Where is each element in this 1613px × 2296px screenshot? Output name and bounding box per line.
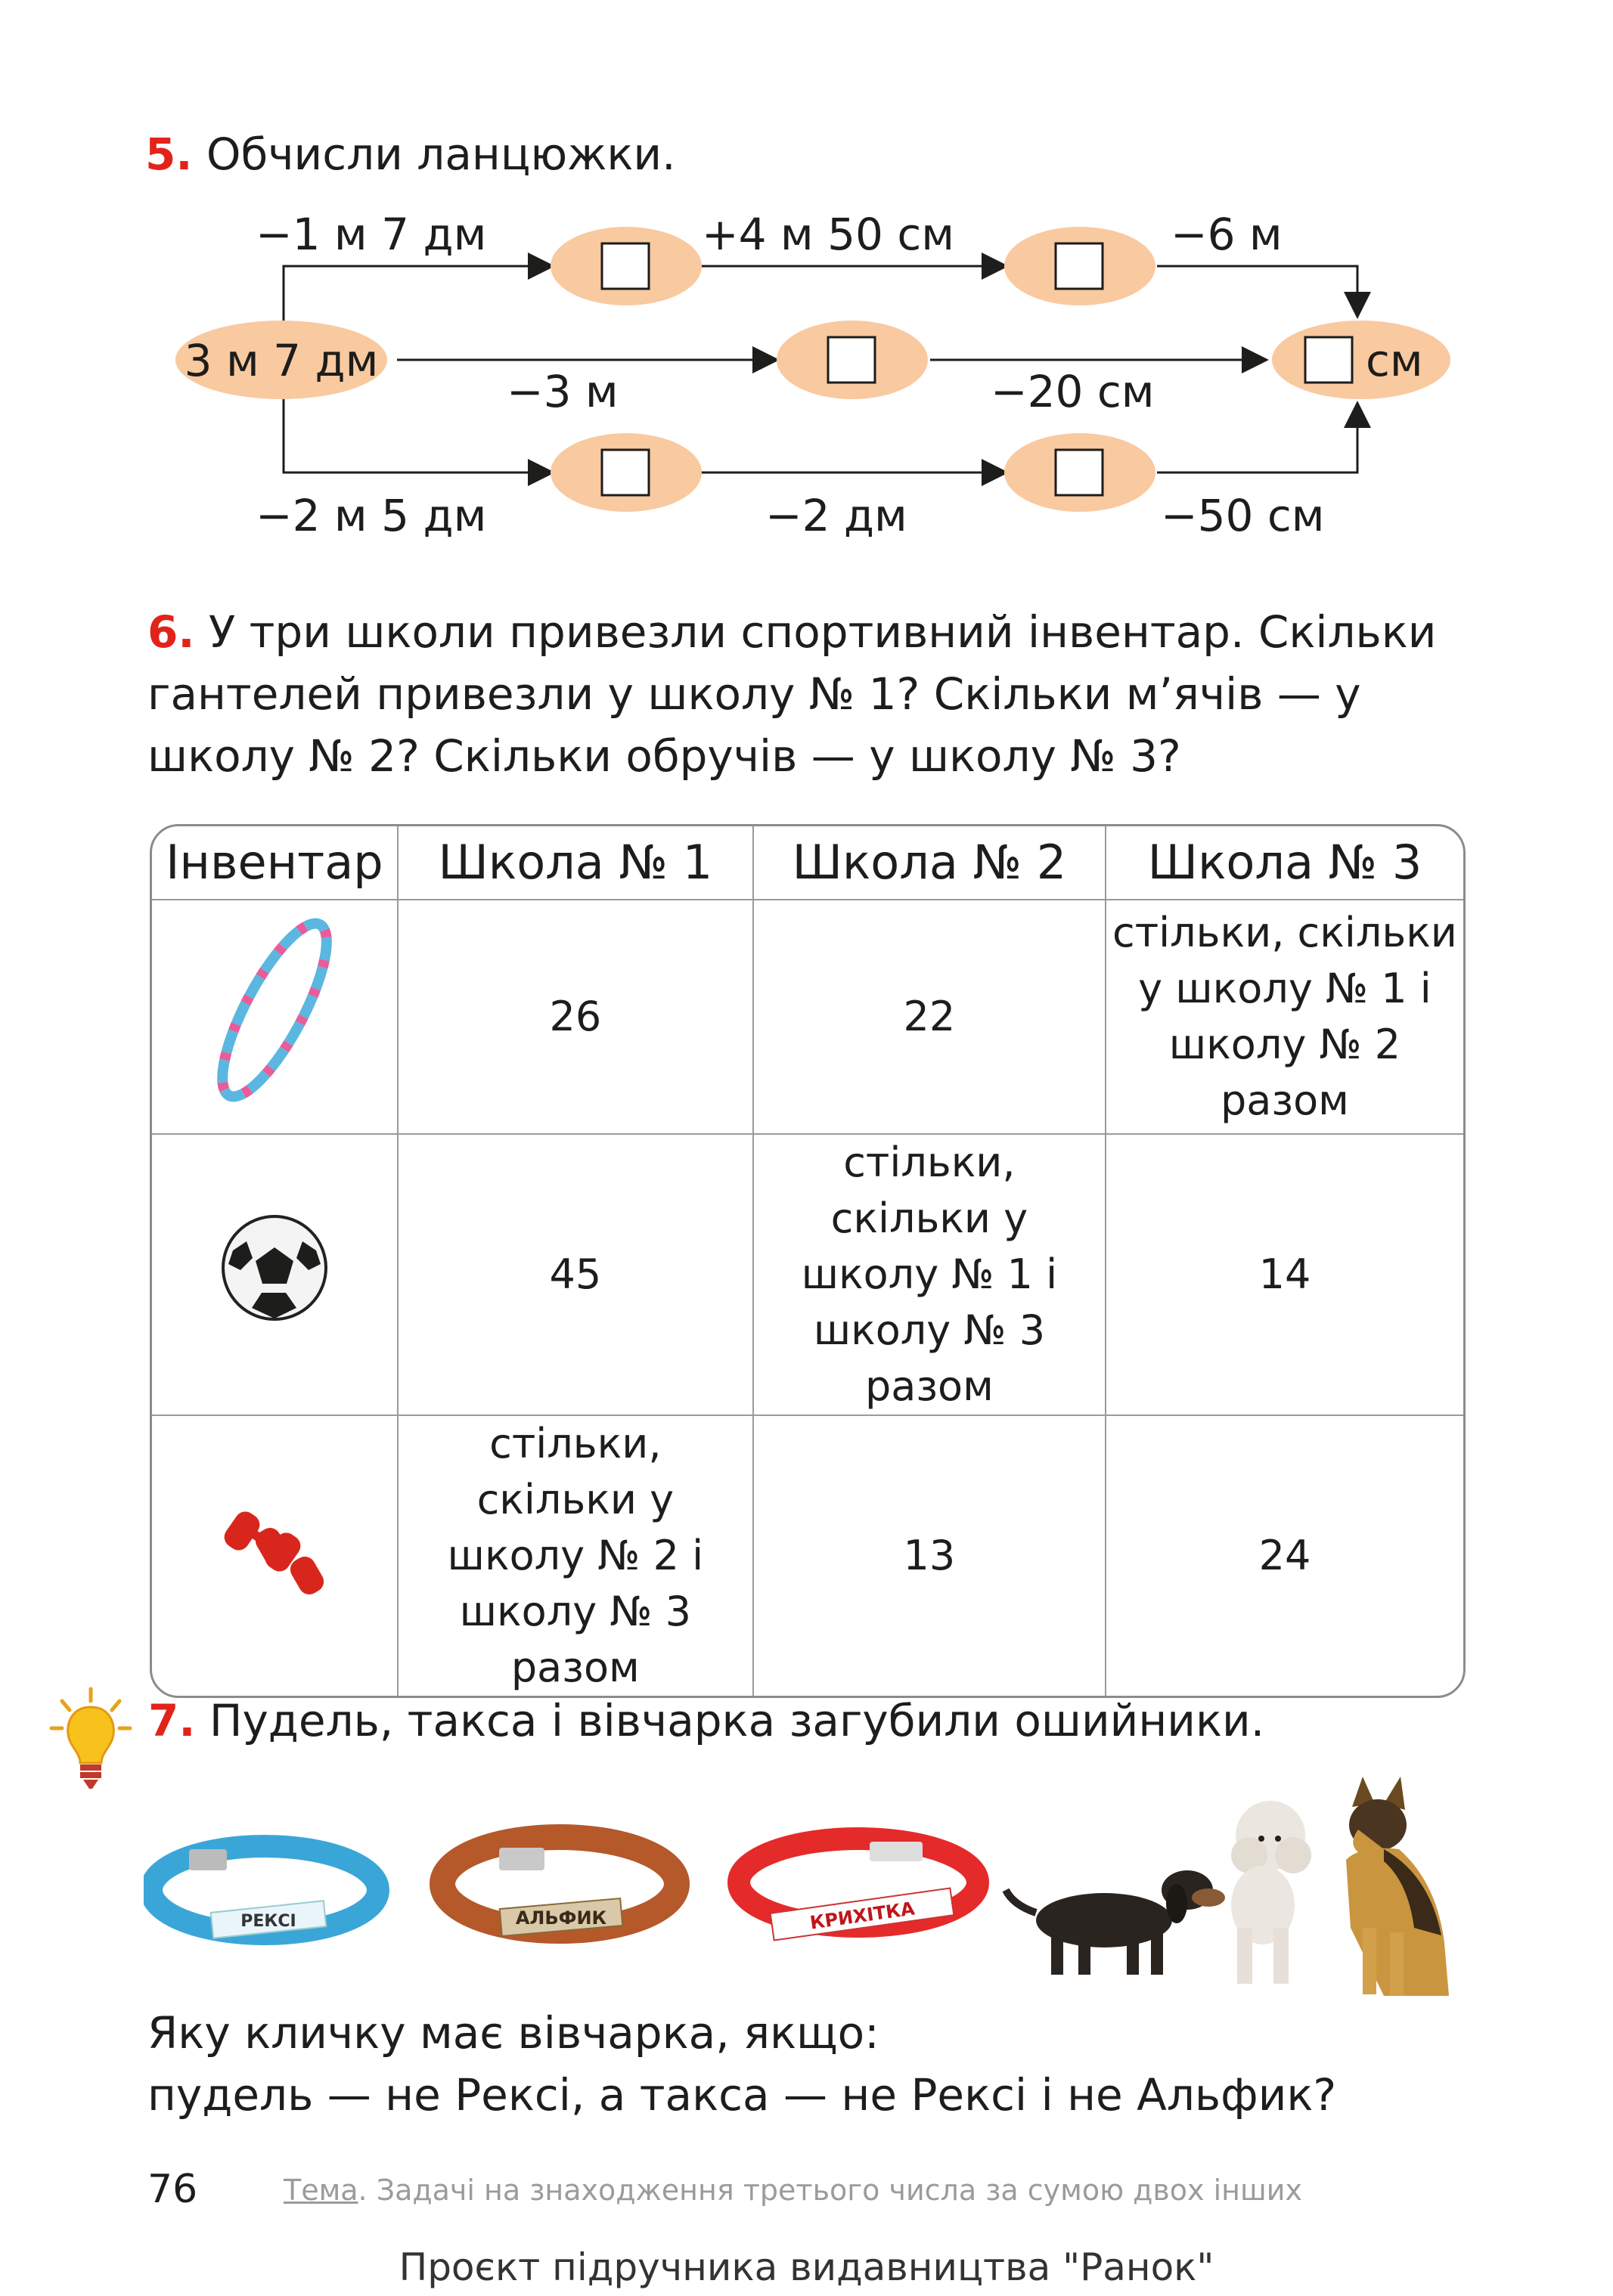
header-cell: Інвентар xyxy=(152,826,399,900)
theme-text: . Задачі на знаходження третього числа за сумою двох інших xyxy=(358,2174,1302,2207)
table-cell: стільки, скільки у школу № 1 і школу № 2 разом xyxy=(1106,900,1463,1135)
answer-box[interactable] xyxy=(602,450,649,495)
dumbbell-icon xyxy=(214,1496,335,1602)
collar-name: КРИХІТКА xyxy=(808,1898,917,1934)
header-cell: Школа № 1 xyxy=(399,826,754,900)
task6-text: У три школи привезли спортивний інвентар. Скільки гантелей привезли у школу № 1? Скільки м’ячів — у школу № 2? Скільки обручів — у школу № 3? xyxy=(147,606,1437,782)
task7-title: Пудель, такса і вівчарка загубили ошийники. xyxy=(209,1695,1265,1746)
table-cell: 13 xyxy=(754,1416,1106,1696)
project-caption: Проєкт підручника видавництва "Ранок" xyxy=(399,2245,1214,2289)
inventory-table xyxy=(150,824,1466,1698)
op-bottom-1: −2 м 5 дм xyxy=(256,490,487,541)
collar-krykhitka xyxy=(739,1839,978,1941)
op-bottom-2: −2 дм xyxy=(765,490,907,541)
task7-number: 7. xyxy=(148,1695,196,1746)
task5-title: Обчисли ланцюжки. xyxy=(206,129,676,180)
item-cell xyxy=(152,1416,399,1696)
collar-reksi xyxy=(151,1846,378,1938)
collar-name: РЕКСІ xyxy=(240,1912,296,1931)
hoop-icon xyxy=(191,912,358,1108)
collar-name: АЛЬФИК xyxy=(515,1907,607,1929)
answer-box[interactable] xyxy=(1056,450,1103,495)
collars-and-dogs xyxy=(144,1777,1475,2003)
chain-diagram xyxy=(0,0,1613,575)
table-cell: 22 xyxy=(754,900,1106,1135)
header-cell: Школа № 3 xyxy=(1106,826,1463,900)
end-oval xyxy=(1272,321,1450,399)
answer-box[interactable] xyxy=(1056,243,1103,289)
collar-alfyk xyxy=(442,1837,677,1936)
op-bottom-3: −50 см xyxy=(1161,490,1325,541)
table-cell: 45 xyxy=(399,1135,754,1416)
header-cell: Школа № 2 xyxy=(754,826,1106,900)
footer-theme xyxy=(284,2174,1302,2207)
task7-heading xyxy=(148,1695,1264,1746)
end-unit: см xyxy=(1366,335,1423,386)
table-cell: 24 xyxy=(1258,1532,1311,1579)
shepherd-icon xyxy=(1346,1777,1449,1996)
item-cell xyxy=(152,900,399,1135)
table-header-row xyxy=(152,826,1463,900)
table-row xyxy=(152,1416,1463,1696)
poodle-icon xyxy=(1231,1801,1311,1984)
op-mid-2: −20 см xyxy=(991,366,1155,417)
ball-icon xyxy=(218,1211,331,1325)
task6-number: 6. xyxy=(147,606,195,658)
task7-question xyxy=(147,2002,1478,2126)
answer-box[interactable] xyxy=(602,243,649,289)
op-mid-1: −3 м xyxy=(507,366,619,417)
theme-label: Тема xyxy=(284,2174,358,2207)
answer-box[interactable] xyxy=(828,337,875,383)
question-line-2: пудель — не Рексі, а такса — не Рексі і не Альфик? xyxy=(147,2069,1337,2121)
table-cell: 26 xyxy=(399,900,754,1135)
op-top-3: −6 м xyxy=(1171,209,1283,260)
op-top-1: −1 м 7 дм xyxy=(256,209,487,260)
table-row xyxy=(152,900,1463,1135)
op-top-2: +4 м 50 см xyxy=(702,209,955,260)
table-row xyxy=(152,1135,1463,1416)
page-number: 76 xyxy=(147,2167,198,2212)
table-cell: стільки, скільки у школу № 2 і школу № 3 разом xyxy=(399,1416,754,1696)
task6-text-block xyxy=(147,601,1467,787)
question-line-1: Яку кличку має вівчарка, якщо: xyxy=(147,2007,879,2059)
dachshund-icon xyxy=(1006,1870,1225,1975)
start-value: 3 м 7 дм xyxy=(184,335,379,386)
item-cell xyxy=(152,1135,399,1416)
answer-box[interactable] xyxy=(1305,337,1352,383)
table-cell: 14 xyxy=(1106,1135,1463,1416)
table-cell: стільки, скільки у школу № 1 і школу № 3 разом xyxy=(754,1135,1106,1416)
task5-number: 5. xyxy=(145,129,193,180)
lightbulb-icon xyxy=(45,1684,136,1798)
